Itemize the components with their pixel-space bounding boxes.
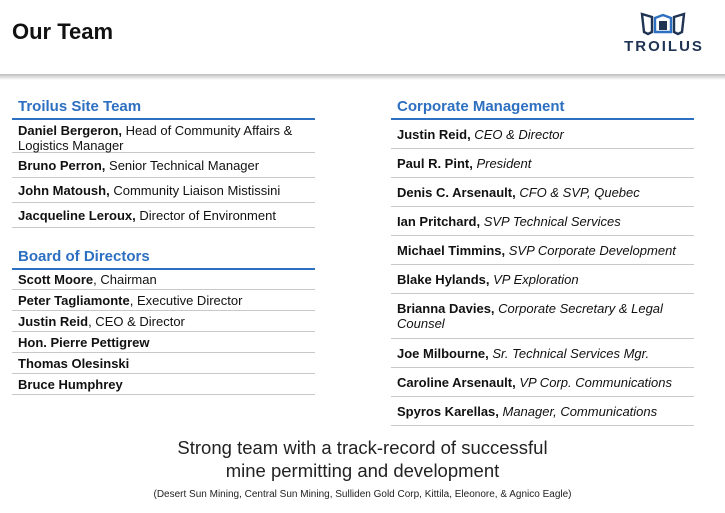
member-role: SVP Corporate Development <box>505 243 676 258</box>
member-role: VP Exploration <box>489 272 579 287</box>
member-role: SVP Technical Services <box>480 214 621 229</box>
corporate-title: Corporate Management <box>397 98 565 115</box>
list-item <box>391 207 694 236</box>
tagline-line-2: mine permitting and development <box>225 460 500 481</box>
list-item <box>391 120 694 149</box>
member-name: Michael Timmins, <box>397 243 506 258</box>
list-item <box>12 353 315 374</box>
member-role: President <box>472 156 532 171</box>
member-role: Director of Environment <box>135 208 276 223</box>
crown-logo-icon <box>640 12 686 36</box>
member-name: Bruce Humphrey <box>18 377 123 392</box>
member-role: Senior Technical Manager <box>105 158 260 173</box>
list-item <box>391 397 694 426</box>
list-item <box>12 290 315 311</box>
member-name: Justin Reid, <box>397 127 471 142</box>
list-item <box>391 178 694 207</box>
troilus-logo <box>618 12 710 56</box>
list-item <box>12 178 315 203</box>
member-name: Brianna Davies, <box>397 301 495 316</box>
board-section <box>12 248 315 395</box>
member-role: Manager, Communications <box>498 404 658 419</box>
member-role: , CEO & Director <box>88 314 185 329</box>
member-name: Justin Reid <box>18 314 89 329</box>
site-team-title: Troilus Site Team <box>18 98 142 115</box>
corporate-section <box>391 98 694 426</box>
member-name: Paul R. Pint, <box>397 156 473 171</box>
header-bar <box>0 0 725 74</box>
member-role: Head of Community Affairs & Logistics Manager <box>18 123 293 153</box>
list-item <box>12 332 315 353</box>
page-title: Our Team <box>12 19 114 44</box>
member-name: Blake Hylands, <box>397 272 490 287</box>
member-name: Peter Tagliamonte <box>18 293 130 308</box>
member-name: Bruno Perron, <box>18 158 106 173</box>
member-role: Community Liaison Mistissini <box>109 183 281 198</box>
member-name: Caroline Arsenault, <box>397 375 516 390</box>
member-name: Jacqueline Leroux, <box>18 208 136 223</box>
list-item <box>391 265 694 294</box>
header-shadow <box>0 74 725 80</box>
member-role: CFO & SVP, Quebec <box>515 185 640 200</box>
member-role: Corporate Secretary & Legal Counsel <box>397 301 663 331</box>
member-name: Joe Milbourne, <box>397 346 489 361</box>
member-role: , Chairman <box>93 272 157 287</box>
member-role: CEO & Director <box>470 127 564 142</box>
list-item <box>391 294 694 339</box>
board-title: Board of Directors <box>18 248 150 265</box>
member-name: Daniel Bergeron, <box>18 123 123 138</box>
list-item <box>12 270 315 290</box>
list-item <box>12 311 315 332</box>
member-role: VP Corp. Communications <box>515 375 673 390</box>
member-name: John Matoush, <box>18 183 110 198</box>
list-item <box>12 120 315 153</box>
member-name: Hon. Pierre Pettigrew <box>18 335 150 350</box>
member-role: Sr. Technical Services Mgr. <box>488 346 650 361</box>
list-item <box>12 153 315 178</box>
site-team-section <box>12 98 315 228</box>
logo-text: TROILUS <box>624 38 704 55</box>
member-name: Ian Pritchard, <box>397 214 481 229</box>
tagline-line-1: Strong team with a track-record of successful <box>177 437 548 458</box>
member-role: , Executive Director <box>129 293 243 308</box>
tagline-note: (Desert Sun Mining, Central Sun Mining, Sulliden Gold Corp, Kittila, Eleonore, & Agnico Eagle) <box>153 489 572 500</box>
member-name: Denis C. Arsenault, <box>397 185 516 200</box>
list-item <box>391 236 694 265</box>
list-item <box>391 368 694 397</box>
member-name: Spyros Karellas, <box>397 404 499 419</box>
list-item <box>391 339 694 368</box>
list-item <box>12 203 315 228</box>
member-name: Thomas Olesinski <box>18 356 130 371</box>
list-item <box>12 374 315 395</box>
member-name: Scott Moore <box>18 272 94 287</box>
list-item <box>391 149 694 178</box>
